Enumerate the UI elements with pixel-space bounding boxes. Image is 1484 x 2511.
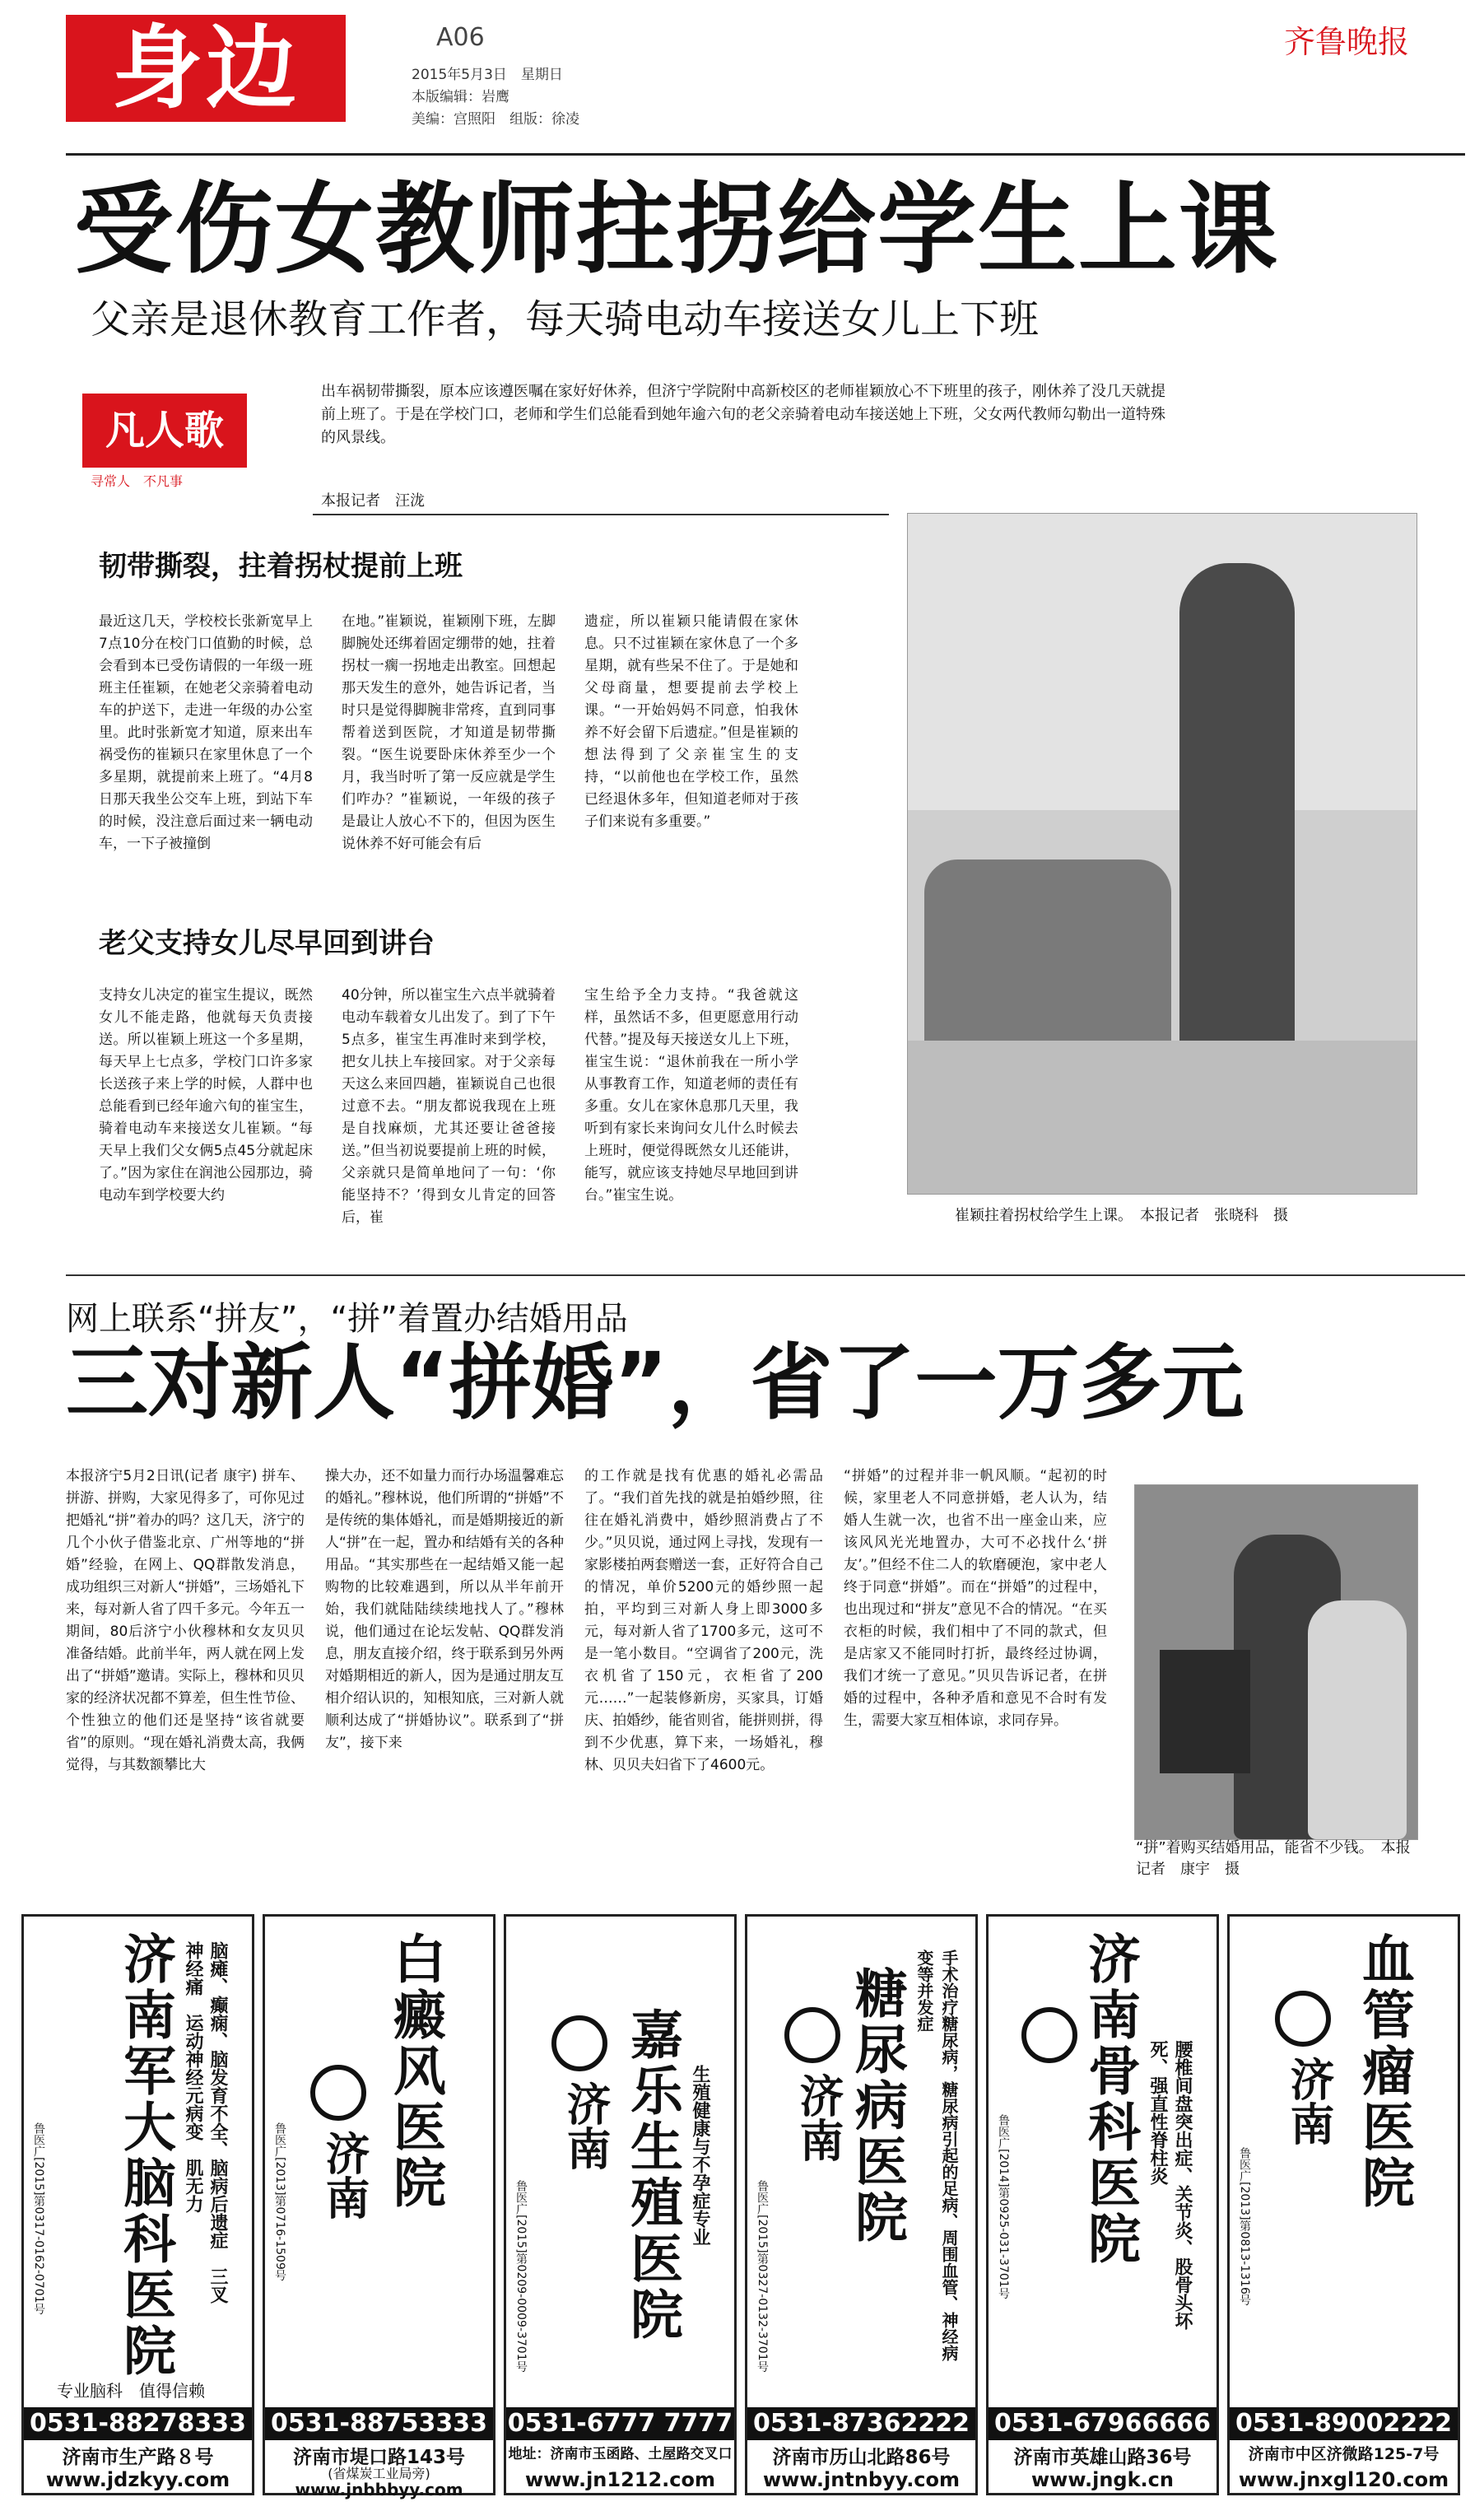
ad-desc: 生殖健康与不孕症专业 — [690, 2065, 710, 2246]
story1-section1-head: 韧带撕裂，拄着拐杖提前上班 — [99, 550, 463, 583]
ad-address: 济南市堤口路143号 — [292, 2447, 465, 2468]
story2-photo — [1134, 1484, 1418, 1840]
ads-row — [21, 1914, 1470, 2507]
ad-website: www.jntnbyy.com — [762, 2468, 961, 2491]
story2-headline: 三对新人“拼婚”，省了一万多元 — [66, 1335, 1244, 1431]
ad-city: 济南 — [319, 2131, 370, 2220]
section-masthead: 身边 — [66, 15, 346, 122]
story1-section1-col2: 在地。”崔颖说，崔颖刚下班，左脚脚腕处还绑着固定绷带的她，拄着拐杖一瘸一拐地走出教室。回想起那天发生的意外，她告诉记者，当时只是觉得脚腕非常疼，直到同事帮着送到医院，才知道是韧带撕裂。“医生说要卧床休养至少一个月，我当时听了第一反应就是学生们咋办？”崔颖说，一年级的孩子是最让人放心不下的，但因为医生说休养不好可能会有后 — [342, 613, 556, 852]
story2-col1: 本报济宁5月2日讯(记者 康宇) 拼车、拼游、拼购，大家见得多了，可你见过把婚礼“拼”着办的吗？这几天，济宁的几个小伙子借鉴北京、广州等地的“拼婚”经验，在网上、QQ群散发消息，成功组织三对新人“拼婚”，三场婚礼下来，每对新人省了四千多元。今年五一期间，80后济宁小伙穆林和女友贝贝准备结婚。此前半年，两人就在网上发出了“拼婚”邀请。实际上，穆林和贝贝家的经济状况都不算差，但生性节俭、个性独立的他们还是坚持“该省就要省”的原则。“现在婚礼消费太高，我俩觉得，与其数额攀比大 — [66, 1468, 305, 1773]
story1-section1-col3: 遗症，所以崔颖只能请假在家休息。只不过崔颖在家休息了一个多星期，就有些呆不住了。于是她和父母商量，想要提前去学校上课。“一开始妈妈不同意，怕我休养不好会留下后遗症。”但是崔颖的想法得到了父亲崔宝生的支持，“以前他也在学校工作，虽然已经退休多年，但知道老师对于孩子们来说有多重要。” — [584, 613, 798, 830]
ad-address: 济南市中区济微路125-7号 — [1248, 2445, 1440, 2463]
ad-address-note: (省煤炭工业局旁) — [328, 2466, 430, 2481]
ad-junda-brain-hospital[interactable] — [21, 1914, 254, 2495]
ad-license: 鲁医广[2015]第0317-0162-0701号 — [32, 2122, 45, 2315]
story1-section1-col1: 最近这几天，学校校长张新宽早上7点10分在校门口值勤的时候，总会看到本已受伤请假的一年级一班班主任崔颖，在她老父亲骑着电动车的护送下，走进一年级的办公室里。此时张新宽才知道，原来出车祸受伤的崔颖只在家里休息了一个多星期，就提前来上班了。“4月8日那天我坐公交车上班，到站下车的时候，没注意后面过来一辆电动车，一下子被撞倒 — [99, 613, 313, 852]
story2-col2: 操大办，还不如量力而行办场温馨难忘的婚礼。”穆林说，他们所谓的“拼婚”不是传统的集体婚礼，而是婚期接近的新人“拼”在一起，置办和结婚有关的各种用品。“其实那些在一起结婚又能一起购物的比较难遇到，所以从半年前开始，我们就陆陆续续地找人了。”穆林说，他们通过在论坛发帖、QQ群发消息，朋友直接介绍，终于联系到另外两对婚期相近的新人，因为是通过朋友互相介绍认识的，知根知底，三对新人就顺利达成了“拼婚协议”。联系到了“拼友”，接下来 — [325, 1468, 564, 1751]
ad-website: www.jnxgl120.com — [1238, 2468, 1449, 2491]
ad-phone: 0531-89002222 — [1230, 2407, 1458, 2440]
story2-col4: “拼婚”的过程并非一帆风顺。“起初的时候，家里老人不同意拼婚，老人认为，结婚人生就一次，也省不出一座金山来，应该风风光光地置办，大可不必找什么‘拼友’。”但经不住二人的软磨硬泡，家中老人终于同意“拼婚”。而在“拼婚”的过程中，也出现过和“拼友”意见不合的情况。“在买衣柜的时候，我们相中了不同的款式，但是店家又不能同时打折，最终经过协调，我们才统一了意见。”贝贝告诉记者，在拼婚的过程中，各种矛盾和意见不合时有发生，需要大家互相体谅，求同存异。 — [844, 1468, 1107, 1729]
ad-address: 济南市历山北路86号 — [772, 2447, 951, 2468]
ad-name: 嘉乐生殖医院 — [621, 2007, 682, 2343]
newspaper-logo: 齐鲁晚报 — [1284, 24, 1410, 60]
cross-icon — [310, 2065, 366, 2121]
story1-lead: 出车祸韧带撕裂，原本应该遵医嘱在家好好休养，但济宁学院附中高新校区的老师崔颖放心不下班里的孩子，刚休养了没几天就提前上班了。于是在学校门口，老师和学生们总能看到她年逾六旬的老父亲骑着电动车接送她上下班，父女两代教师勾勒出一道特殊的风景线。 — [321, 383, 1165, 446]
ad-name: 济南军大脑科医院 — [114, 1931, 175, 2379]
column-logo — [66, 379, 255, 502]
story1-byline: 本报记者 汪泷 — [321, 492, 425, 510]
column-logo-sub: 寻常人 不凡事 — [91, 473, 184, 489]
story2-photo-caption: “拼”着购买结婚用品，能省不少钱。 本报记者 康宇 摄 — [1136, 1839, 1411, 1878]
ad-slogan: 专业脑科 值得信赖 — [57, 2381, 205, 2401]
lead-rule — [313, 514, 889, 515]
ad-license: 鲁医广[2013]第0813-1316号 — [1238, 2147, 1251, 2306]
ad-city: 济南 — [793, 2073, 844, 2162]
ad-address: 地址：济南市玉函路、土屋路交叉口 — [508, 2446, 733, 2462]
ad-phone: 0531-88278333 — [24, 2407, 252, 2440]
story1-section2-col3: 宝生给予全力支持。“我爸就这样，虽然话不多，但更愿意用行动代替。”提及每天接送女儿上下班，崔宝生说：“退休前我在一所小学从事教育工作，知道老师的责任有多重。女儿在家休息那几天里，我听到有家长来询问女儿什么时候去上班时，便觉得既然女儿还能讲，能写，就应该支持她尽早地回到讲台。”崔宝生说。 — [584, 987, 798, 1204]
ad-phone: 0531-87362222 — [747, 2407, 975, 2440]
ad-name: 糖尿病医院 — [846, 1966, 907, 2246]
ad-phone: 0531-88753333 — [265, 2407, 493, 2440]
ad-orthopedic-hospital[interactable] — [986, 1914, 1219, 2495]
ad-license: 鲁医广[2013]第0716-1509号 — [273, 2122, 286, 2281]
story1-photo — [907, 513, 1417, 1195]
ad-phone: 0531-6777 7777 — [506, 2407, 734, 2440]
ad-website: www.jn1212.com — [524, 2468, 716, 2491]
ad-website: www.jngk.cn — [1031, 2468, 1174, 2491]
ad-jiale-reproductive-hospital[interactable] — [504, 1914, 737, 2495]
logo-icon — [551, 2015, 607, 2071]
ad-phone: 0531-67966666 — [989, 2407, 1217, 2440]
story2-col3: 的工作就是找有优惠的婚礼必需品了。“我们首先找的就是拍婚纱照，往往在婚礼消费中，婚纱照消费占了不少。”贝贝说，通过网上寻找，发现有一家影楼拍两套赠送一套，正好符合自己的情况，单价5200元的婚纱照一起拍，平均到三对新人身上即3000多元，每对新人省了1700多元，这可不是一笔小数目。“空调省了200元，洗衣机省了150元，衣柜省了200元……”一起装修新房，买家具，订婚庆、拍婚纱，能省则省，能拼则拼，得到不少优惠，算下来，一场婚礼，穆林、贝贝夫妇省下了4600元。 — [584, 1468, 823, 1773]
issue-date: 2015年5月3日 星期日 — [412, 67, 563, 83]
ad-city: 济南 — [1283, 2057, 1335, 2145]
ad-name: 白癜风医院 — [384, 1931, 445, 2211]
ad-diabetes-hospital[interactable] — [745, 1914, 978, 2495]
ad-website: www.jnbbbyy.com — [295, 2480, 463, 2499]
column-logo-text: 凡人歌 — [82, 394, 247, 468]
page-editor: 本版编辑：岩鹰 — [412, 89, 509, 105]
page-design: 美编：宫照阳 组版：徐凌 — [412, 111, 579, 128]
story1-section2-col2: 40分钟，所以崔宝生六点半就骑着电动车载着女儿出发了。到了下午5点多，崔宝生再准时来到学校，把女儿扶上车接回家。对于父亲每天这么来回四趟，崔颖说自己也很过意不去。“朋友都说我现在上班是自找麻烦，尤其还要让爸爸接送。”但当初说要提前上班的时候，父亲就只是简单地问了一句：‘你能坚持不？’得到女儿肯定的回答后，崔 — [342, 987, 556, 1226]
story1-section2-col1: 支持女儿决定的崔宝生提议，既然女儿不能走路，他就每天负责接送。所以崔颖上班这一个多星期，每天早上七点多，学校门口许多家长送孩子来上学的时候，人群中也总能看到已经年逾六旬的崔宝生，骑着电动车来接送女儿崔颖。“每天早上我们父女俩5点45分就起床了。”因为家住在润池公园那边，骑电动车到学校要大约 — [99, 987, 313, 1204]
ad-desc: 手术治疗糖尿病，糖尿病引起的足病、周围血管、神经病变等并发症 — [914, 1950, 959, 2361]
cross-icon — [1021, 2007, 1077, 2063]
header-rule — [66, 153, 1465, 156]
ad-desc: 脑瘫、癫痫、脑发育不全、脑病后遗症 三叉神经痛 运动神经元病变 肌无力 — [183, 1941, 228, 2304]
ad-name: 血管瘤医院 — [1353, 1931, 1414, 2211]
story1-subhead: 父亲是退休教育工作者，每天骑电动车接送女儿上下班 — [91, 296, 1040, 342]
ad-website: www.jdzkyy.com — [45, 2468, 230, 2491]
ad-license: 鲁医广[2015]第0209-0009-3701号 — [514, 2180, 528, 2373]
story2-subhead: 网上联系“拼友”，“拼”着置办结婚用品 — [66, 1300, 628, 1338]
story-divider — [66, 1274, 1465, 1276]
story1-section2-head: 老父支持女儿尽早回到讲台 — [99, 927, 435, 960]
ad-hemangioma-hospital[interactable] — [1227, 1914, 1460, 2495]
logo-icon — [784, 2007, 840, 2063]
ad-address: 济南市生产路８号 — [62, 2447, 214, 2468]
story1-headline: 受伤女教师拄拐给学生上课 — [74, 173, 1279, 287]
ad-address: 济南市英雄山路36号 — [1013, 2447, 1192, 2468]
ad-desc: 腰椎间盘突出症、关节炎、股骨头坏死、强直性脊柱炎 — [1147, 2040, 1193, 2330]
ad-license: 鲁医广[2014]第0925-031-3701号 — [997, 2114, 1010, 2299]
story1-photo-caption: 崔颖拄着拐杖给学生上课。 本报记者 张晓科 摄 — [955, 1207, 1288, 1224]
header-meta — [412, 64, 579, 131]
ad-name: 济南骨科医院 — [1079, 1931, 1140, 2267]
ad-vitiligo-hospital[interactable] — [263, 1914, 495, 2499]
ad-city: 济南 — [560, 2081, 612, 2170]
page-number: A06 — [436, 23, 485, 52]
cross-icon — [1275, 1991, 1331, 2047]
ad-license: 鲁医广[2015]第0327-0132-3701号 — [756, 2180, 769, 2373]
